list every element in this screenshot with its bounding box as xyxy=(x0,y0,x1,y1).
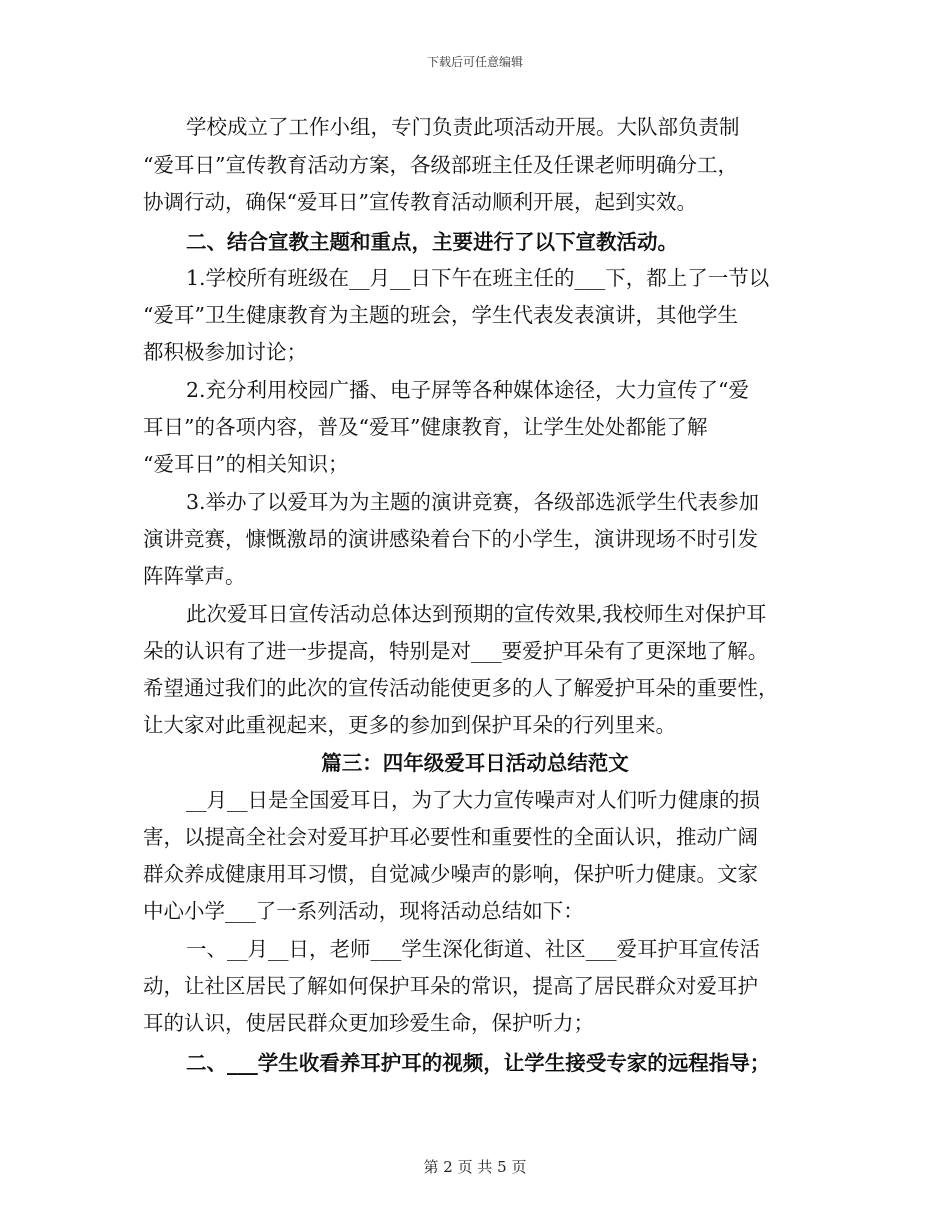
paragraph-line: 让大家对此重视起来，更多的参加到保护耳朵的行列里来。 xyxy=(143,713,676,737)
page-header: 下载后可任意编辑 xyxy=(426,55,523,69)
list-item-line: 3.举办了以爱耳为为主题的演讲竞赛，各级部选派学生代表参加 xyxy=(186,490,760,514)
paragraph-line: 朵的认识有了进一步提高，特别是对___要爱护耳朵有了更深地了解。 xyxy=(143,639,769,663)
paragraph-line: __月__日是全国爱耳日，为了大力宣传噪声对人们听力健康的损 xyxy=(186,788,760,812)
paragraph-line: 一、__月__日，老师___学生深化街道、社区___爱耳护耳宣传活 xyxy=(186,937,760,961)
paragraph-line: 群众养成健康用耳习惯，自觉减少噪声的影响，保护听力健康。文家 xyxy=(143,862,758,886)
paragraph-line: 此次爱耳日宣传活动总体达到预期的宣传效果,我校师生对保护耳 xyxy=(186,602,767,626)
list-item-line: 2.充分利用校园广播、电子屏等各种媒体途径，大力宣传了“爱 xyxy=(186,378,750,402)
paragraph-line: “爱耳日”宣传教育活动方案，各级部班主任及任课老师明确分工， xyxy=(143,153,738,177)
paragraph-line: 协调行动，确保“爱耳日”宣传教育活动顺利开展，起到实效。 xyxy=(143,190,697,214)
list-item-line: 阵阵掌声。 xyxy=(143,564,246,588)
paragraph-line: 中心小学___了一系列活动，现将活动总结如下： xyxy=(143,899,584,923)
list-item-line: “爱耳”卫生健康教育为主题的班会，学生代表发表演讲，其他学生 xyxy=(143,303,738,327)
paragraph-line: 害，以提高全社会对爱耳护耳必要性和重要性的全面认识，推动广阔 xyxy=(143,825,758,849)
paragraph-line: 希望通过我们的此次的宣传活动能使更多的人了解爱护耳朵的重要性， xyxy=(143,676,779,700)
section-heading: 二、___学生收看养耳护耳的视频，让学生接受专家的远程指导； xyxy=(186,1051,771,1075)
section-heading: 二、结合宣教主题和重点，主要进行了以下宣教活动。 xyxy=(186,230,678,254)
paragraph-line: 动，让社区居民了解如何保护耳朵的常识，提高了居民群众对爱耳护 xyxy=(143,974,758,998)
list-item-line: “爱耳日”的相关知识； xyxy=(143,452,349,476)
list-item-line: 都积极参加讨论； xyxy=(143,340,307,364)
list-item-line: 1.学校所有班级在__月__日下午在班主任的___下，都上了一节以 xyxy=(186,266,770,290)
list-item-line: 演讲竞赛，慷慨激昂的演讲感染着台下的小学生，演讲现场不时引发 xyxy=(143,527,758,551)
list-item-line: 耳日”的各项内容，普及“爱耳”健康教育，让学生处处都能了解 xyxy=(143,415,708,439)
paragraph-line: 学校成立了工作小组，专门负责此项活动开展。大队部负责制 xyxy=(186,115,740,139)
article-title: 篇三：四年级爱耳日活动总结范文 xyxy=(321,751,629,775)
page-number: 第 2 页 共 5 页 xyxy=(423,1158,527,1176)
paragraph-line: 耳的认识，使居民群众更加珍爱生命，保护听力； xyxy=(143,1011,594,1035)
